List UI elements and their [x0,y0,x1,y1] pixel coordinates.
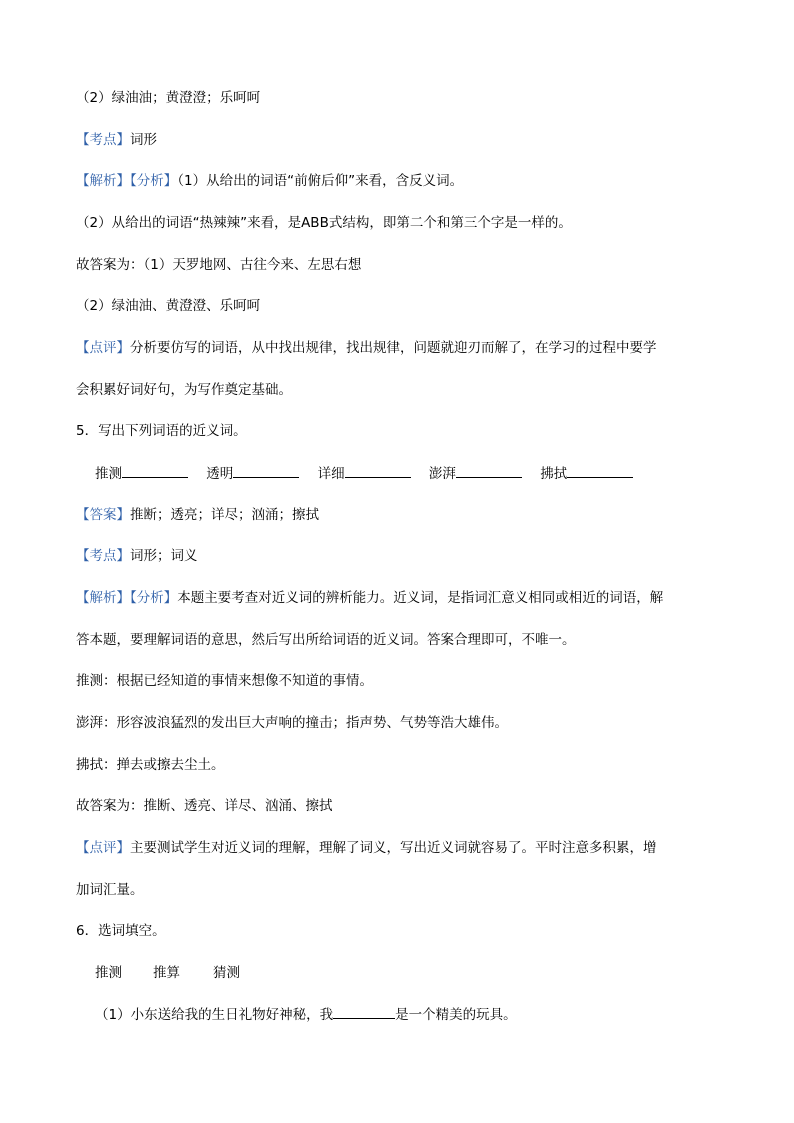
dianping-line [76,338,657,358]
conclusion-5: 故答案为：推断、透亮、详尽、汹涌、擦拭 [76,798,333,814]
item-1-blank[interactable] [333,1004,395,1019]
dianping-text-5: 主要测试学生对近义词的理解，理解了词义，写出近义词就容易了。平时注意多积累，增 [130,840,657,856]
option-2: 推算 [153,965,180,981]
dianping-line-5-cont: 加词汇量。 [76,882,144,898]
jiexi-text-5: 本题主要考查对近义词的辨析能力。近义词，是指词汇意义相同或相近的词语，解 [177,590,664,606]
analysis-line-2: （2）从给出的词语“热辣辣”来看，是ABB式结构，即第二个和第三个字是一样的。 [76,215,572,231]
option-3: 猜测 [213,965,240,981]
kaodian-tag: 【考点】 [76,132,130,148]
jiexi-line-5-cont: 答本题，要理解词语的意思，然后写出所给词语的近义词。答案合理即可，不唯一。 [76,632,576,648]
jiexi-line-5 [76,588,663,608]
word-4: 澎湃 [428,466,456,482]
dianping-tag-5: 【点评】 [76,840,130,856]
dianping-tag: 【点评】 [76,340,130,356]
kaodian-tag-5: 【考点】 [76,548,130,564]
kaodian-line [76,130,157,150]
blank-4[interactable] [456,463,522,478]
daan-line [76,505,319,525]
jiexi-tag: 【解析】 [76,173,130,189]
dianping-text: 分析要仿写的词语，从中找出规律，找出规律，问题就迎刃而解了，在学习的过程中要学 [130,340,657,356]
blank-1[interactable] [122,463,188,478]
blank-2[interactable] [233,463,299,478]
answer-line-2: （2）绿油油；黄澄澄；乐呵呵 [76,90,261,106]
word-1: 推测 [95,466,122,482]
jiexi-text: （1）从给出的词语“前俯后仰”来看，含反义词。 [177,173,464,189]
definition-fushi: 拂拭：掸去或擦去尘土。 [76,757,225,773]
fenxi-tag: 【分析】 [130,173,178,189]
question-6-title: 6．选词填空。 [76,923,166,939]
dianping-line-2: 会积累好词好句，为写作奠定基础。 [76,382,292,398]
blank-3[interactable] [345,463,411,478]
fenxi-tag-5: 【分析】 [130,590,178,606]
word-2: 透明 [206,466,234,482]
question-6-options [95,963,240,983]
item-1-pre: （1）小东送给我的生日礼物好神秘，我 [95,1007,334,1023]
question-5-title: 5．写出下列词语的近义词。 [76,423,247,439]
jiexi-tag-5: 【解析】 [76,590,130,606]
question-6-item-1 [95,1004,517,1025]
kaodian-line-5 [76,546,198,566]
question-5-words [95,463,633,484]
kaodian-text-5: 词形；词义 [130,548,198,564]
option-1: 推测 [95,965,122,981]
conclusion-line-2: （2）绿油油、黄澄澄、乐呵呵 [76,298,261,314]
item-1-post: 是一个精美的玩具。 [395,1007,517,1023]
blank-5[interactable] [567,463,633,478]
definition-pengpai: 澎湃：形容波浪猛烈的发出巨大声响的撞击；指声势、气势等浩大雄伟。 [76,715,508,731]
daan-tag: 【答案】 [76,507,130,523]
word-3: 详细 [317,466,345,482]
daan-text: 推断；透亮；详尽；汹涌；擦拭 [130,507,319,523]
word-5: 拂拭 [540,466,568,482]
conclusion-line-1: 故答案为：（1）天罗地网、古往今来、左思右想 [76,257,362,273]
kaodian-text: 词形 [130,132,157,148]
definition-tuice: 推测：根据已经知道的事情来想像不知道的事情。 [76,673,373,689]
jiexi-line [76,171,463,191]
dianping-line-5 [76,838,657,858]
